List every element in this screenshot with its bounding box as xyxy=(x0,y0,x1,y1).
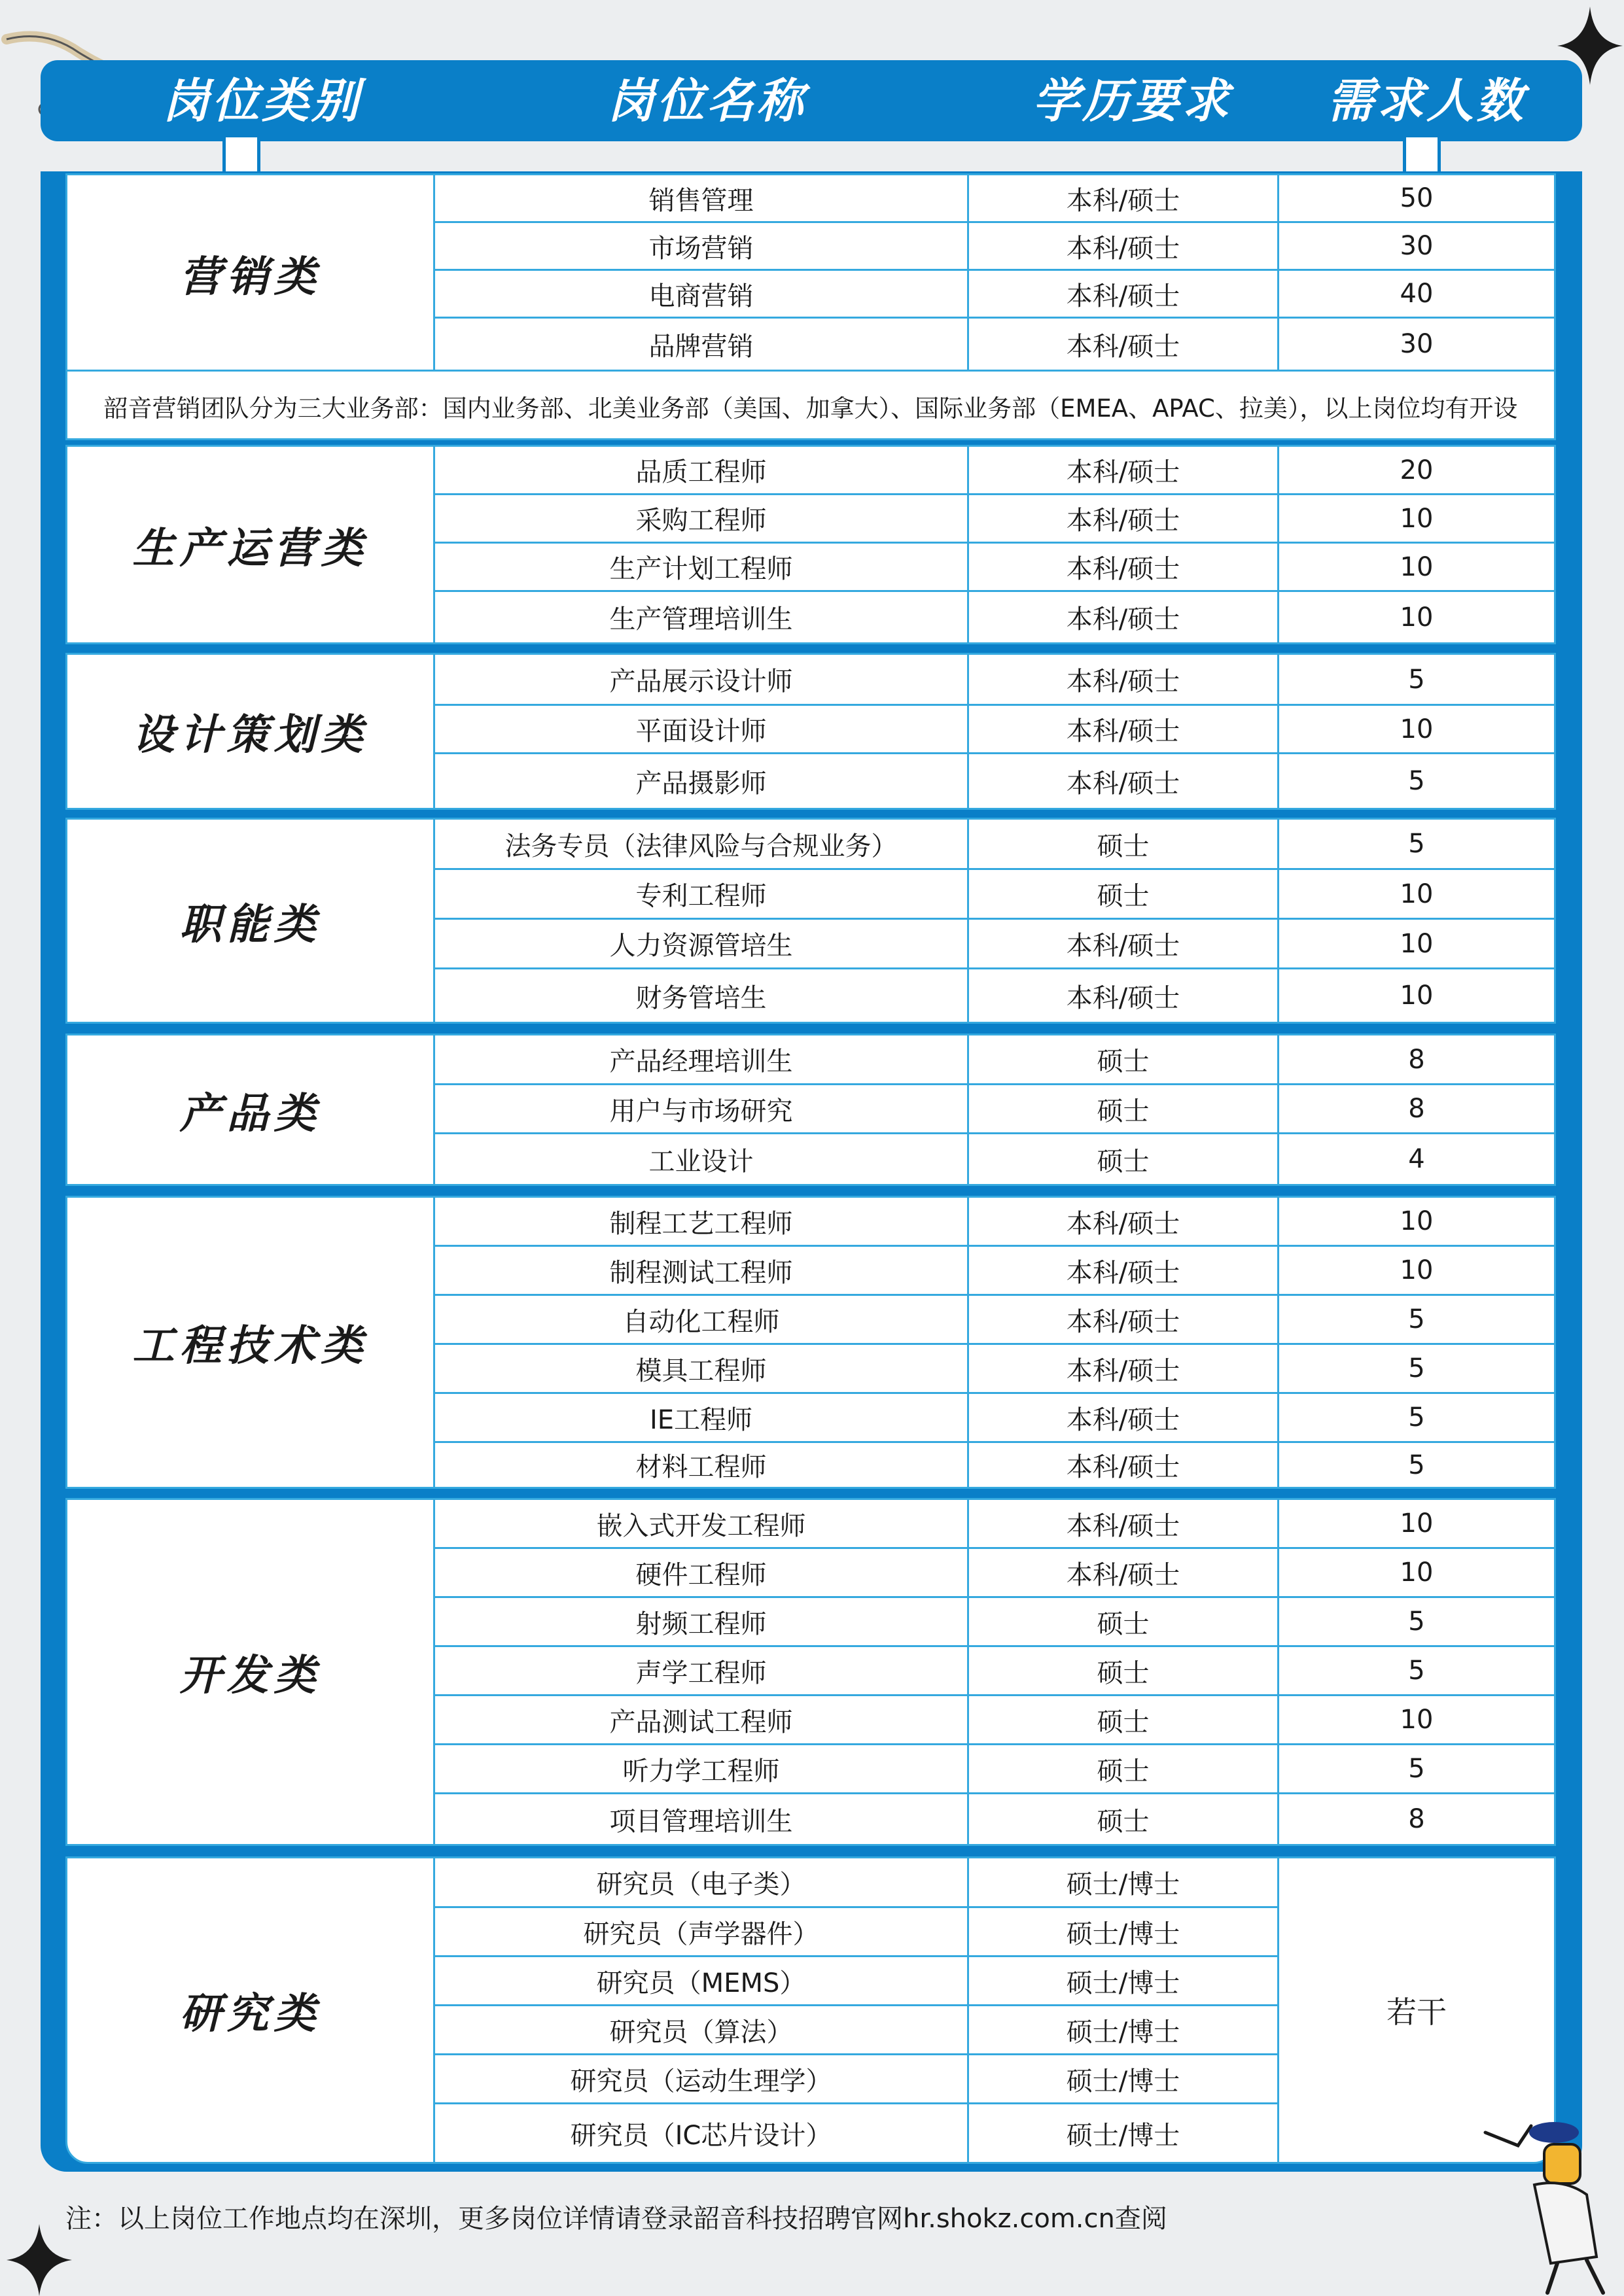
education-cell: 硕士/博士 xyxy=(969,1957,1279,2006)
count-cell: 5 xyxy=(1279,820,1554,870)
count-cell: 10 xyxy=(1279,920,1554,969)
count-cell: 10 xyxy=(1279,1247,1554,1296)
position-cell: 研究员（算法） xyxy=(435,2006,969,2055)
position-cell: 法务专员（法律风险与合规业务） xyxy=(435,820,969,870)
marketing-note: 韶音营销团队分为三大业务部：国内业务部、北美业务部（美国、加拿大）、国际业务部（EMEA、APAC、拉美），以上岗位均有开设 xyxy=(67,370,1554,440)
group-marketing xyxy=(65,173,1556,440)
table-row xyxy=(435,754,1554,808)
table-row xyxy=(435,706,1554,754)
position-cell: 研究员（IC芯片设计） xyxy=(435,2104,969,2162)
group-production xyxy=(65,445,1556,644)
education-cell: 硕士/博士 xyxy=(969,1908,1279,1957)
education-cell: 硕士 xyxy=(969,870,1279,920)
count-cell: 5 xyxy=(1279,1296,1554,1345)
education-cell: 本科/硕士 xyxy=(969,1549,1279,1598)
position-cell: 产品经理培训生 xyxy=(435,1035,969,1085)
count-cell: 5 xyxy=(1279,1394,1554,1443)
student-figure-illustration xyxy=(1472,2106,1624,2295)
education-cell: 本科/硕士 xyxy=(969,1198,1279,1247)
header-count: 需求人数 xyxy=(1326,73,1526,128)
count-cell: 8 xyxy=(1279,1085,1554,1134)
education-cell: 本科/硕士 xyxy=(969,1500,1279,1549)
table-row xyxy=(435,1085,1554,1134)
position-cell: 研究员（声学器件） xyxy=(435,1908,969,1957)
position-cell: 嵌入式开发工程师 xyxy=(435,1500,969,1549)
position-cell: IE工程师 xyxy=(435,1394,969,1443)
header-position: 岗位名称 xyxy=(607,73,806,128)
header-category: 岗位类别 xyxy=(162,73,361,128)
table-row xyxy=(435,2006,1279,2055)
count-cell: 8 xyxy=(1279,1035,1554,1085)
table-row xyxy=(435,1908,1279,1957)
position-cell: 产品展示设计师 xyxy=(435,655,969,706)
table-row xyxy=(435,1858,1279,1908)
table-row xyxy=(435,820,1554,870)
education-cell: 本科/硕士 xyxy=(969,1443,1279,1487)
table-row xyxy=(435,1345,1554,1394)
education-cell: 硕士 xyxy=(969,1696,1279,1745)
group-engineering xyxy=(65,1196,1556,1489)
category-label: 营销类 xyxy=(67,175,435,372)
education-cell: 硕士/博士 xyxy=(969,2104,1279,2162)
position-cell: 用户与市场研究 xyxy=(435,1085,969,1134)
count-cell: 10 xyxy=(1400,981,1434,1011)
education-cell: 本科/硕士 xyxy=(969,706,1279,754)
education-cell: 本科/硕士 xyxy=(969,1296,1279,1345)
position-cell: 品质工程师 xyxy=(435,447,969,495)
table-row xyxy=(435,175,1554,223)
position-cell: 电商营销 xyxy=(435,271,969,319)
table-row xyxy=(435,223,1554,271)
count-cell: 10 xyxy=(1400,602,1434,633)
count-cell: 10 xyxy=(1279,1696,1554,1745)
table-row xyxy=(435,1598,1554,1647)
table-row xyxy=(435,1394,1554,1443)
position-cell: 自动化工程师 xyxy=(435,1296,969,1345)
table-row xyxy=(435,495,1554,544)
position-cell: 销售管理 xyxy=(435,175,969,223)
table-row xyxy=(435,2104,1279,2162)
count-cell: 10 xyxy=(1279,1549,1554,1598)
group-development xyxy=(65,1498,1556,1846)
education-cell: 本科/硕士 xyxy=(969,319,1279,370)
table-row xyxy=(435,1296,1554,1345)
count-cell: 10 xyxy=(1279,706,1554,754)
education-cell: 本科/硕士 xyxy=(969,544,1279,592)
category-label: 生产运营类 xyxy=(67,447,435,642)
count-cell: 8 xyxy=(1408,1804,1425,1834)
count-cell: 5 xyxy=(1279,655,1554,706)
table-row xyxy=(435,1696,1554,1745)
table-row xyxy=(435,1500,1554,1549)
table-row xyxy=(435,1647,1554,1696)
position-cell: 听力学工程师 xyxy=(435,1745,969,1794)
table-row xyxy=(435,1134,1554,1184)
education-cell: 本科/硕士 xyxy=(969,495,1279,544)
table-row xyxy=(435,870,1554,920)
position-cell: 项目管理培训生 xyxy=(435,1794,969,1844)
count-cell: 5 xyxy=(1279,1345,1554,1394)
education-cell: 本科/硕士 xyxy=(969,271,1279,319)
count-cell: 10 xyxy=(1279,544,1554,592)
position-cell: 财务管培生 xyxy=(435,969,969,1022)
education-cell: 硕士 xyxy=(969,1745,1279,1794)
position-cell: 制程工艺工程师 xyxy=(435,1198,969,1247)
education-cell: 本科/硕士 xyxy=(969,754,1279,808)
position-cell: 人力资源管培生 xyxy=(435,920,969,969)
count-cell: 5 xyxy=(1279,1598,1554,1647)
table-row xyxy=(435,1549,1554,1598)
research-count-cell: 若干 xyxy=(1386,1994,1447,2030)
group-product xyxy=(65,1034,1556,1186)
table-row xyxy=(435,1957,1279,2006)
count-cell: 50 xyxy=(1279,175,1554,223)
education-cell: 本科/硕士 xyxy=(969,1345,1279,1394)
group-functional xyxy=(65,818,1556,1024)
education-cell: 硕士 xyxy=(969,1647,1279,1696)
position-cell: 制程测试工程师 xyxy=(435,1247,969,1296)
table-row xyxy=(435,544,1554,592)
position-cell: 市场营销 xyxy=(435,223,969,271)
count-cell: 5 xyxy=(1408,1450,1425,1480)
education-cell: 本科/硕士 xyxy=(969,920,1279,969)
count-cell: 20 xyxy=(1279,447,1554,495)
position-cell: 产品测试工程师 xyxy=(435,1696,969,1745)
group-research xyxy=(65,1856,1556,2164)
table-row xyxy=(435,920,1554,969)
count-cell: 5 xyxy=(1279,1745,1554,1794)
position-cell: 硬件工程师 xyxy=(435,1549,969,1598)
footer-note: 注：以上岗位工作地点均在深圳，更多岗位详情请登录韶音科技招聘官网hr.shokz.com.cn查阅 xyxy=(65,2204,1167,2234)
education-cell: 硕士 xyxy=(969,1794,1279,1844)
position-cell: 工业设计 xyxy=(435,1134,969,1184)
position-cell: 生产管理培训生 xyxy=(435,592,969,642)
position-cell: 材料工程师 xyxy=(435,1443,969,1487)
count-cell: 30 xyxy=(1400,329,1434,359)
education-cell: 本科/硕士 xyxy=(969,175,1279,223)
sparkle-star-icon xyxy=(7,2224,72,2296)
education-cell: 本科/硕士 xyxy=(969,1247,1279,1296)
education-cell: 本科/硕士 xyxy=(969,969,1279,1022)
position-cell: 生产计划工程师 xyxy=(435,544,969,592)
position-cell: 平面设计师 xyxy=(435,706,969,754)
category-label: 职能类 xyxy=(67,820,435,1022)
category-label: 产品类 xyxy=(67,1035,435,1184)
position-cell: 研究员（运动生理学） xyxy=(435,2055,969,2104)
table-row xyxy=(435,1745,1554,1794)
education-cell: 本科/硕士 xyxy=(969,655,1279,706)
education-cell: 硕士 xyxy=(969,1598,1279,1647)
education-cell: 硕士/博士 xyxy=(969,2006,1279,2055)
category-label: 设计策划类 xyxy=(67,655,435,808)
table-row xyxy=(435,2055,1279,2104)
education-cell: 硕士 xyxy=(969,1134,1279,1184)
table-row xyxy=(435,447,1554,495)
table-row xyxy=(435,1443,1554,1487)
table-row xyxy=(435,271,1554,319)
education-cell: 硕士 xyxy=(969,820,1279,870)
education-cell: 硕士 xyxy=(969,1035,1279,1085)
table-row xyxy=(435,1035,1554,1085)
position-cell: 专利工程师 xyxy=(435,870,969,920)
position-cell: 品牌营销 xyxy=(435,319,969,370)
position-cell: 研究员（MEMS） xyxy=(435,1957,969,2006)
education-cell: 本科/硕士 xyxy=(969,447,1279,495)
header-connector xyxy=(222,137,260,175)
group-design xyxy=(65,653,1556,810)
position-cell: 采购工程师 xyxy=(435,495,969,544)
category-label: 开发类 xyxy=(67,1500,435,1844)
education-cell: 硕士 xyxy=(969,1085,1279,1134)
position-cell: 射频工程师 xyxy=(435,1598,969,1647)
count-cell: 10 xyxy=(1279,1198,1554,1247)
count-cell: 5 xyxy=(1408,766,1425,796)
education-cell: 本科/硕士 xyxy=(969,1394,1279,1443)
table-row xyxy=(435,319,1554,370)
count-cell: 5 xyxy=(1279,1647,1554,1696)
table-row xyxy=(435,969,1554,1022)
count-cell: 10 xyxy=(1279,870,1554,920)
education-cell: 硕士/博士 xyxy=(969,1858,1279,1908)
count-cell: 10 xyxy=(1279,495,1554,544)
count-cell: 40 xyxy=(1279,271,1554,319)
category-label: 工程技术类 xyxy=(67,1198,435,1487)
education-cell: 硕士/博士 xyxy=(969,2055,1279,2104)
category-label: 研究类 xyxy=(67,1858,435,2162)
count-cell: 30 xyxy=(1279,223,1554,271)
table-row xyxy=(435,1794,1554,1844)
table-row xyxy=(435,592,1554,642)
count-cell: 4 xyxy=(1408,1144,1425,1174)
position-cell: 产品摄影师 xyxy=(435,754,969,808)
position-cell: 声学工程师 xyxy=(435,1647,969,1696)
count-cell: 10 xyxy=(1279,1500,1554,1549)
education-cell: 本科/硕士 xyxy=(969,223,1279,271)
table-row xyxy=(435,1247,1554,1296)
position-cell: 模具工程师 xyxy=(435,1345,969,1394)
table-row xyxy=(435,655,1554,706)
header-connector xyxy=(1403,137,1441,175)
header-education: 学历要求 xyxy=(1032,73,1231,128)
education-cell: 本科/硕士 xyxy=(969,592,1279,642)
table-row xyxy=(435,1198,1554,1247)
position-cell: 研究员（电子类） xyxy=(435,1858,969,1908)
